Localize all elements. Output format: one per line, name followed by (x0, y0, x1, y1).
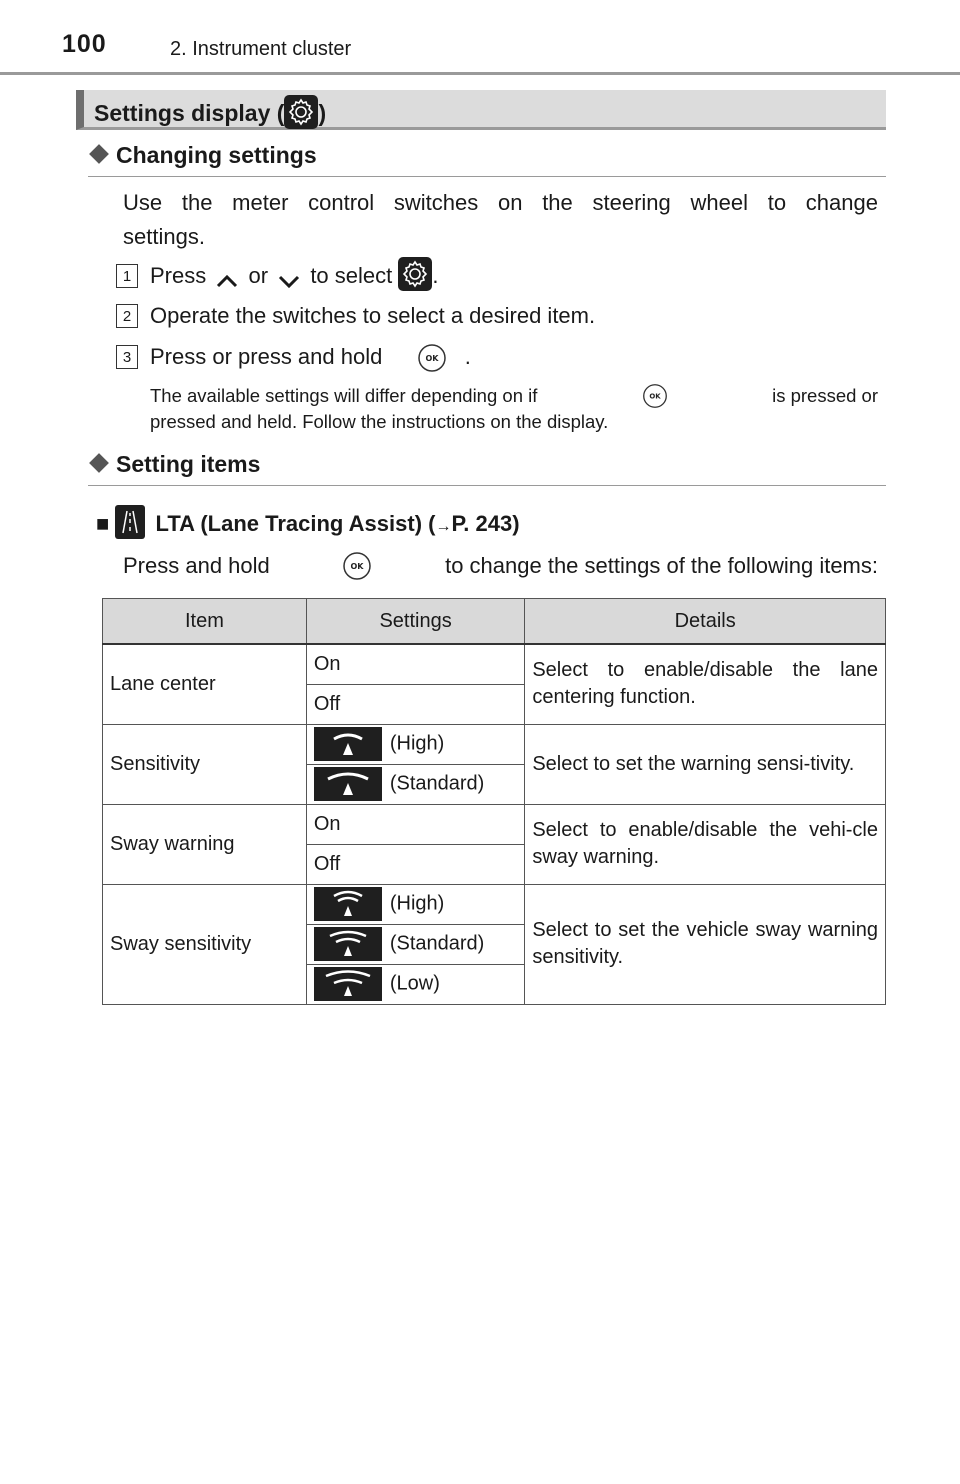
setting-items-heading (92, 451, 260, 478)
step-3 (150, 340, 471, 374)
section-title (94, 98, 326, 132)
svg-text:OK: OK (350, 562, 364, 571)
step-2-text: Operate the switches to select a desired item. (150, 303, 596, 328)
note-line-1-b: is pressed or (772, 385, 878, 406)
step-1-text-c: to select (310, 263, 393, 288)
table-row (103, 884, 886, 924)
sway-low-icon (314, 967, 382, 1001)
setting-standard-label: (Standard) (389, 932, 485, 955)
section-title-prefix: Settings display ( (94, 100, 285, 127)
step-number-1: 1 (116, 264, 138, 288)
setting-low (306, 964, 524, 1004)
changing-settings-heading (92, 142, 317, 169)
changing-settings-heading-text: Changing settings (116, 142, 317, 168)
setting-standard-label: (Standard) (389, 772, 485, 795)
gear-icon (284, 95, 318, 129)
lta-page-ref[interactable]: P. 243) (451, 510, 520, 536)
setting-on: On (306, 804, 524, 844)
setting-low-label: (Low) (389, 972, 440, 995)
details-sway-sensitivity: Select to set the vehicle sway warning sensitivity. (525, 884, 886, 1004)
intro-line-1: Use the meter control switches on the steering wheel to change (123, 190, 878, 215)
press-hold-text-b: to change the settings of the following items: (445, 553, 878, 578)
chevron-down-icon (274, 267, 304, 287)
item-lane-center: Lane center (103, 644, 307, 724)
step-1-text-a: Press (150, 263, 207, 288)
setting-off: Off (306, 844, 524, 884)
setting-standard (306, 924, 524, 964)
header-settings: Settings (306, 599, 524, 645)
settings-table (102, 598, 886, 1005)
step-3-text-b: . (464, 344, 471, 369)
lta-heading (96, 508, 520, 542)
step-1-text-d: . (432, 263, 439, 288)
ok-button-icon (417, 343, 447, 373)
page-number: 100 (62, 30, 107, 58)
sway-high-icon (314, 887, 382, 921)
setting-high-label: (High) (389, 892, 445, 915)
ok-button-icon (642, 383, 668, 409)
table-row (103, 724, 886, 764)
setting-high (306, 724, 524, 764)
note-line-2: pressed and held. Follow the instructions on the display. (150, 411, 609, 432)
setting-standard (306, 764, 524, 804)
item-sway-sensitivity: Sway sensitivity (103, 884, 307, 1004)
header-item: Item (103, 599, 307, 645)
sensitivity-standard-icon (314, 767, 382, 801)
intro-line-2: settings. (123, 224, 205, 249)
setting-off: Off (306, 684, 524, 724)
item-sensitivity: Sensitivity (103, 724, 307, 804)
ok-button-icon (342, 551, 372, 581)
svg-text:OK: OK (425, 354, 439, 364)
lta-title: LTA (Lane Tracing Assist) ( (155, 510, 436, 536)
section-title-suffix: ) (318, 100, 327, 127)
step-number-3: 3 (116, 345, 138, 369)
lta-icon (115, 505, 145, 539)
sway-standard-icon (314, 927, 382, 961)
diamond-bullet-icon (89, 144, 109, 164)
header-rule (0, 72, 960, 75)
chapter-title: 2. Instrument cluster (170, 38, 352, 60)
step-number-2: 2 (116, 304, 138, 328)
sensitivity-high-icon (314, 727, 382, 761)
note-line-1-a: The available settings will differ depending on if (150, 385, 538, 406)
note-line-1 (150, 383, 878, 409)
sub-rule (88, 485, 886, 486)
press-hold-line (123, 549, 878, 583)
square-bullet: ■ (96, 510, 110, 536)
sub-rule (88, 176, 886, 177)
table-row (103, 644, 886, 684)
step-1-text-b: or (248, 263, 269, 288)
table-row (103, 804, 886, 844)
diamond-bullet-icon (89, 453, 109, 473)
setting-on: On (306, 644, 524, 684)
setting-items-heading-text: Setting items (116, 451, 261, 477)
item-sway-warning: Sway warning (103, 804, 307, 884)
setting-high (306, 884, 524, 924)
details-sway-warning: Select to enable/disable the vehi-cle sway warning. (525, 804, 886, 884)
arrow-right-icon: → (435, 517, 452, 535)
details-sensitivity: Select to set the warning sensi-tivity. (525, 724, 886, 804)
svg-text:OK: OK (649, 392, 661, 401)
gear-icon (398, 257, 432, 291)
header-details: Details (525, 599, 886, 645)
step-3-text-a: Press or press and hold (150, 344, 383, 369)
setting-high-label: (High) (389, 732, 445, 755)
press-hold-text-a: Press and hold (123, 553, 270, 578)
details-lane-center: Select to enable/disable the lane centering function. (525, 644, 886, 724)
table-header-row (103, 599, 886, 645)
step-1 (150, 259, 439, 294)
chevron-up-icon (212, 267, 242, 287)
